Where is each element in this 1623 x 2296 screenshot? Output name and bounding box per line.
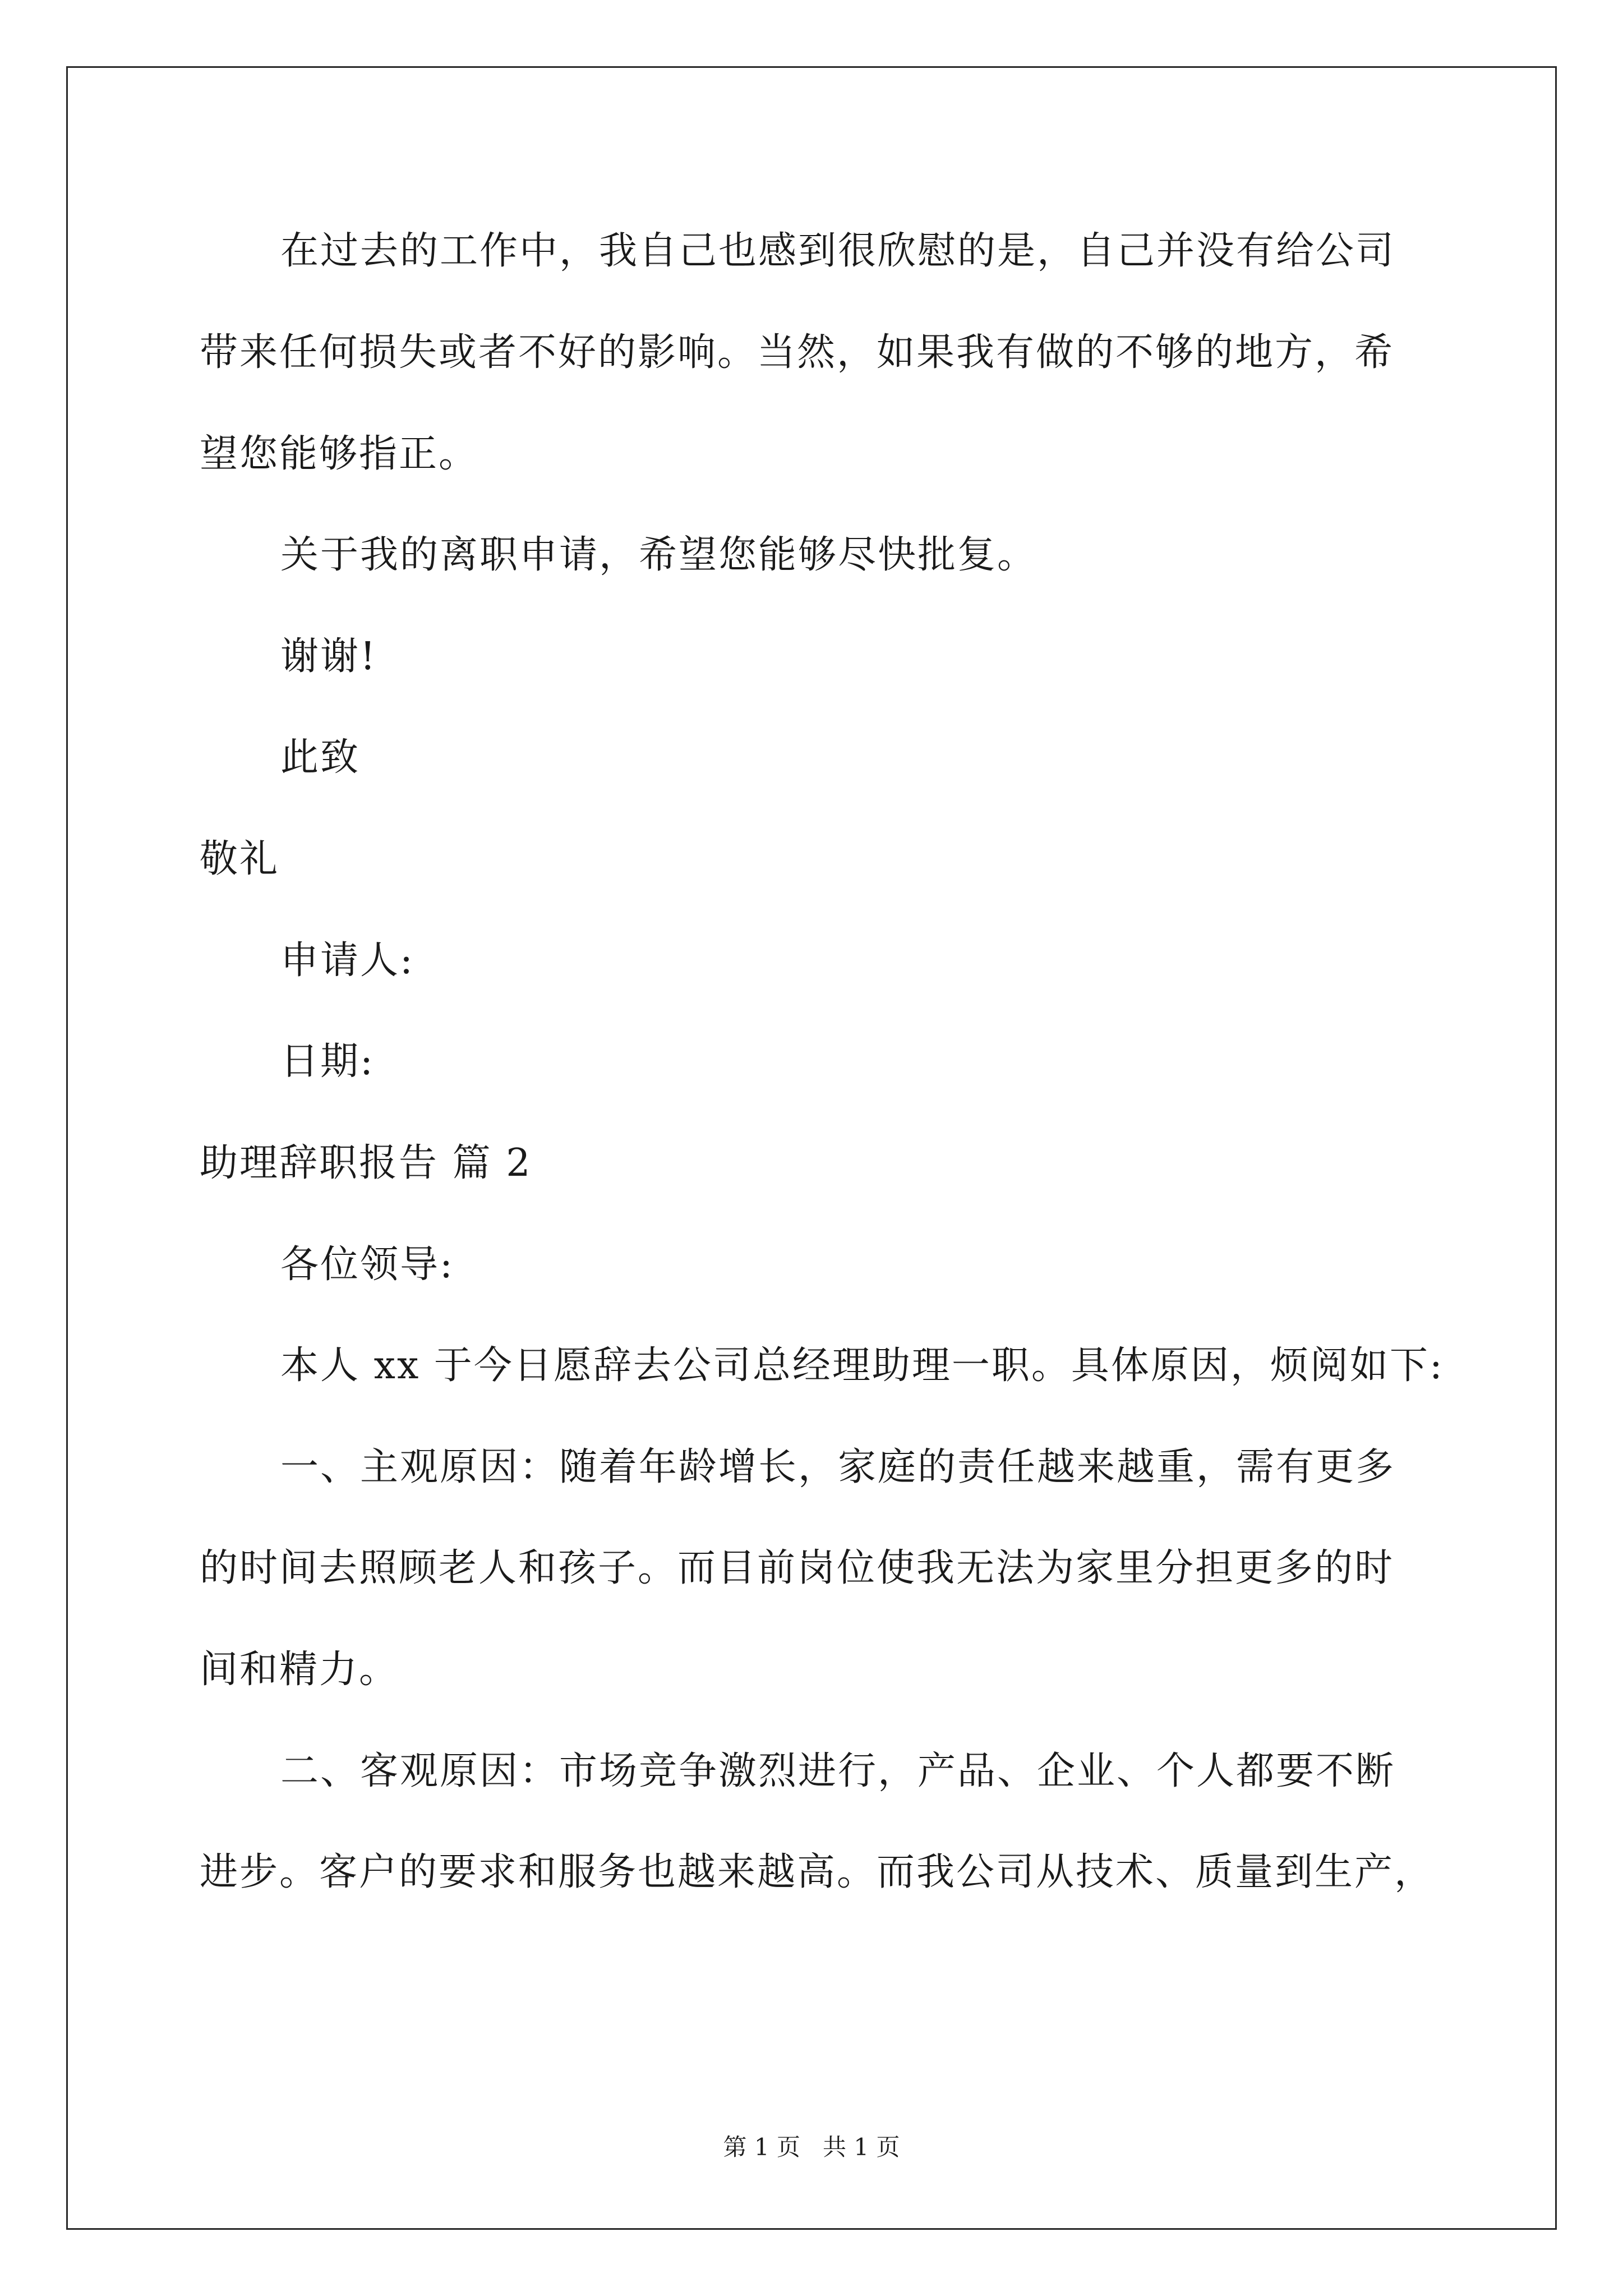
applicant-label: 申请人: — [280, 938, 414, 983]
paragraph-line: 二、客观原因：市场竞争激烈进行，产品、企业、个人都要不断 — [280, 1749, 1396, 1793]
paragraph-line: 本人 xx 于今日愿辞去公司总经理助理一职。具体原因，烦阅如下: — [280, 1343, 1444, 1388]
section-title: 助理辞职报告 篇 2 — [200, 1141, 532, 1185]
paragraph-line: 在过去的工作中，我自己也感到很欣慰的是，自己并没有给公司 — [280, 229, 1396, 273]
salutation-line: 敬礼 — [200, 837, 280, 881]
paragraph-line: 关于我的离职申请，希望您能够尽快批复。 — [280, 533, 1038, 577]
date-label: 日期: — [280, 1039, 375, 1084]
thanks-line: 谢谢! — [280, 634, 377, 679]
paragraph-line: 间和精力。 — [200, 1648, 399, 1692]
paragraph-line: 的时间去照顾老人和孩子。而目前岗位使我无法为家里分担更多的时 — [200, 1546, 1395, 1590]
paragraph-line: 望您能够指正。 — [200, 432, 479, 476]
greeting-line: 各位领导: — [280, 1243, 454, 1287]
page-footer: 第 1 页 共 1 页 — [723, 2133, 900, 2161]
paragraph-line: 进步。客户的要求和服务也越来越高。而我公司从技术、质量到生产， — [200, 1850, 1435, 1894]
closing-line: 此致 — [280, 735, 361, 780]
paragraph-line: 一、主观原因：随着年龄增长，家庭的责任越来越重，需有更多 — [280, 1445, 1396, 1489]
paragraph-line: 带来任何损失或者不好的影响。当然，如果我有做的不够的地方，希 — [200, 330, 1395, 375]
